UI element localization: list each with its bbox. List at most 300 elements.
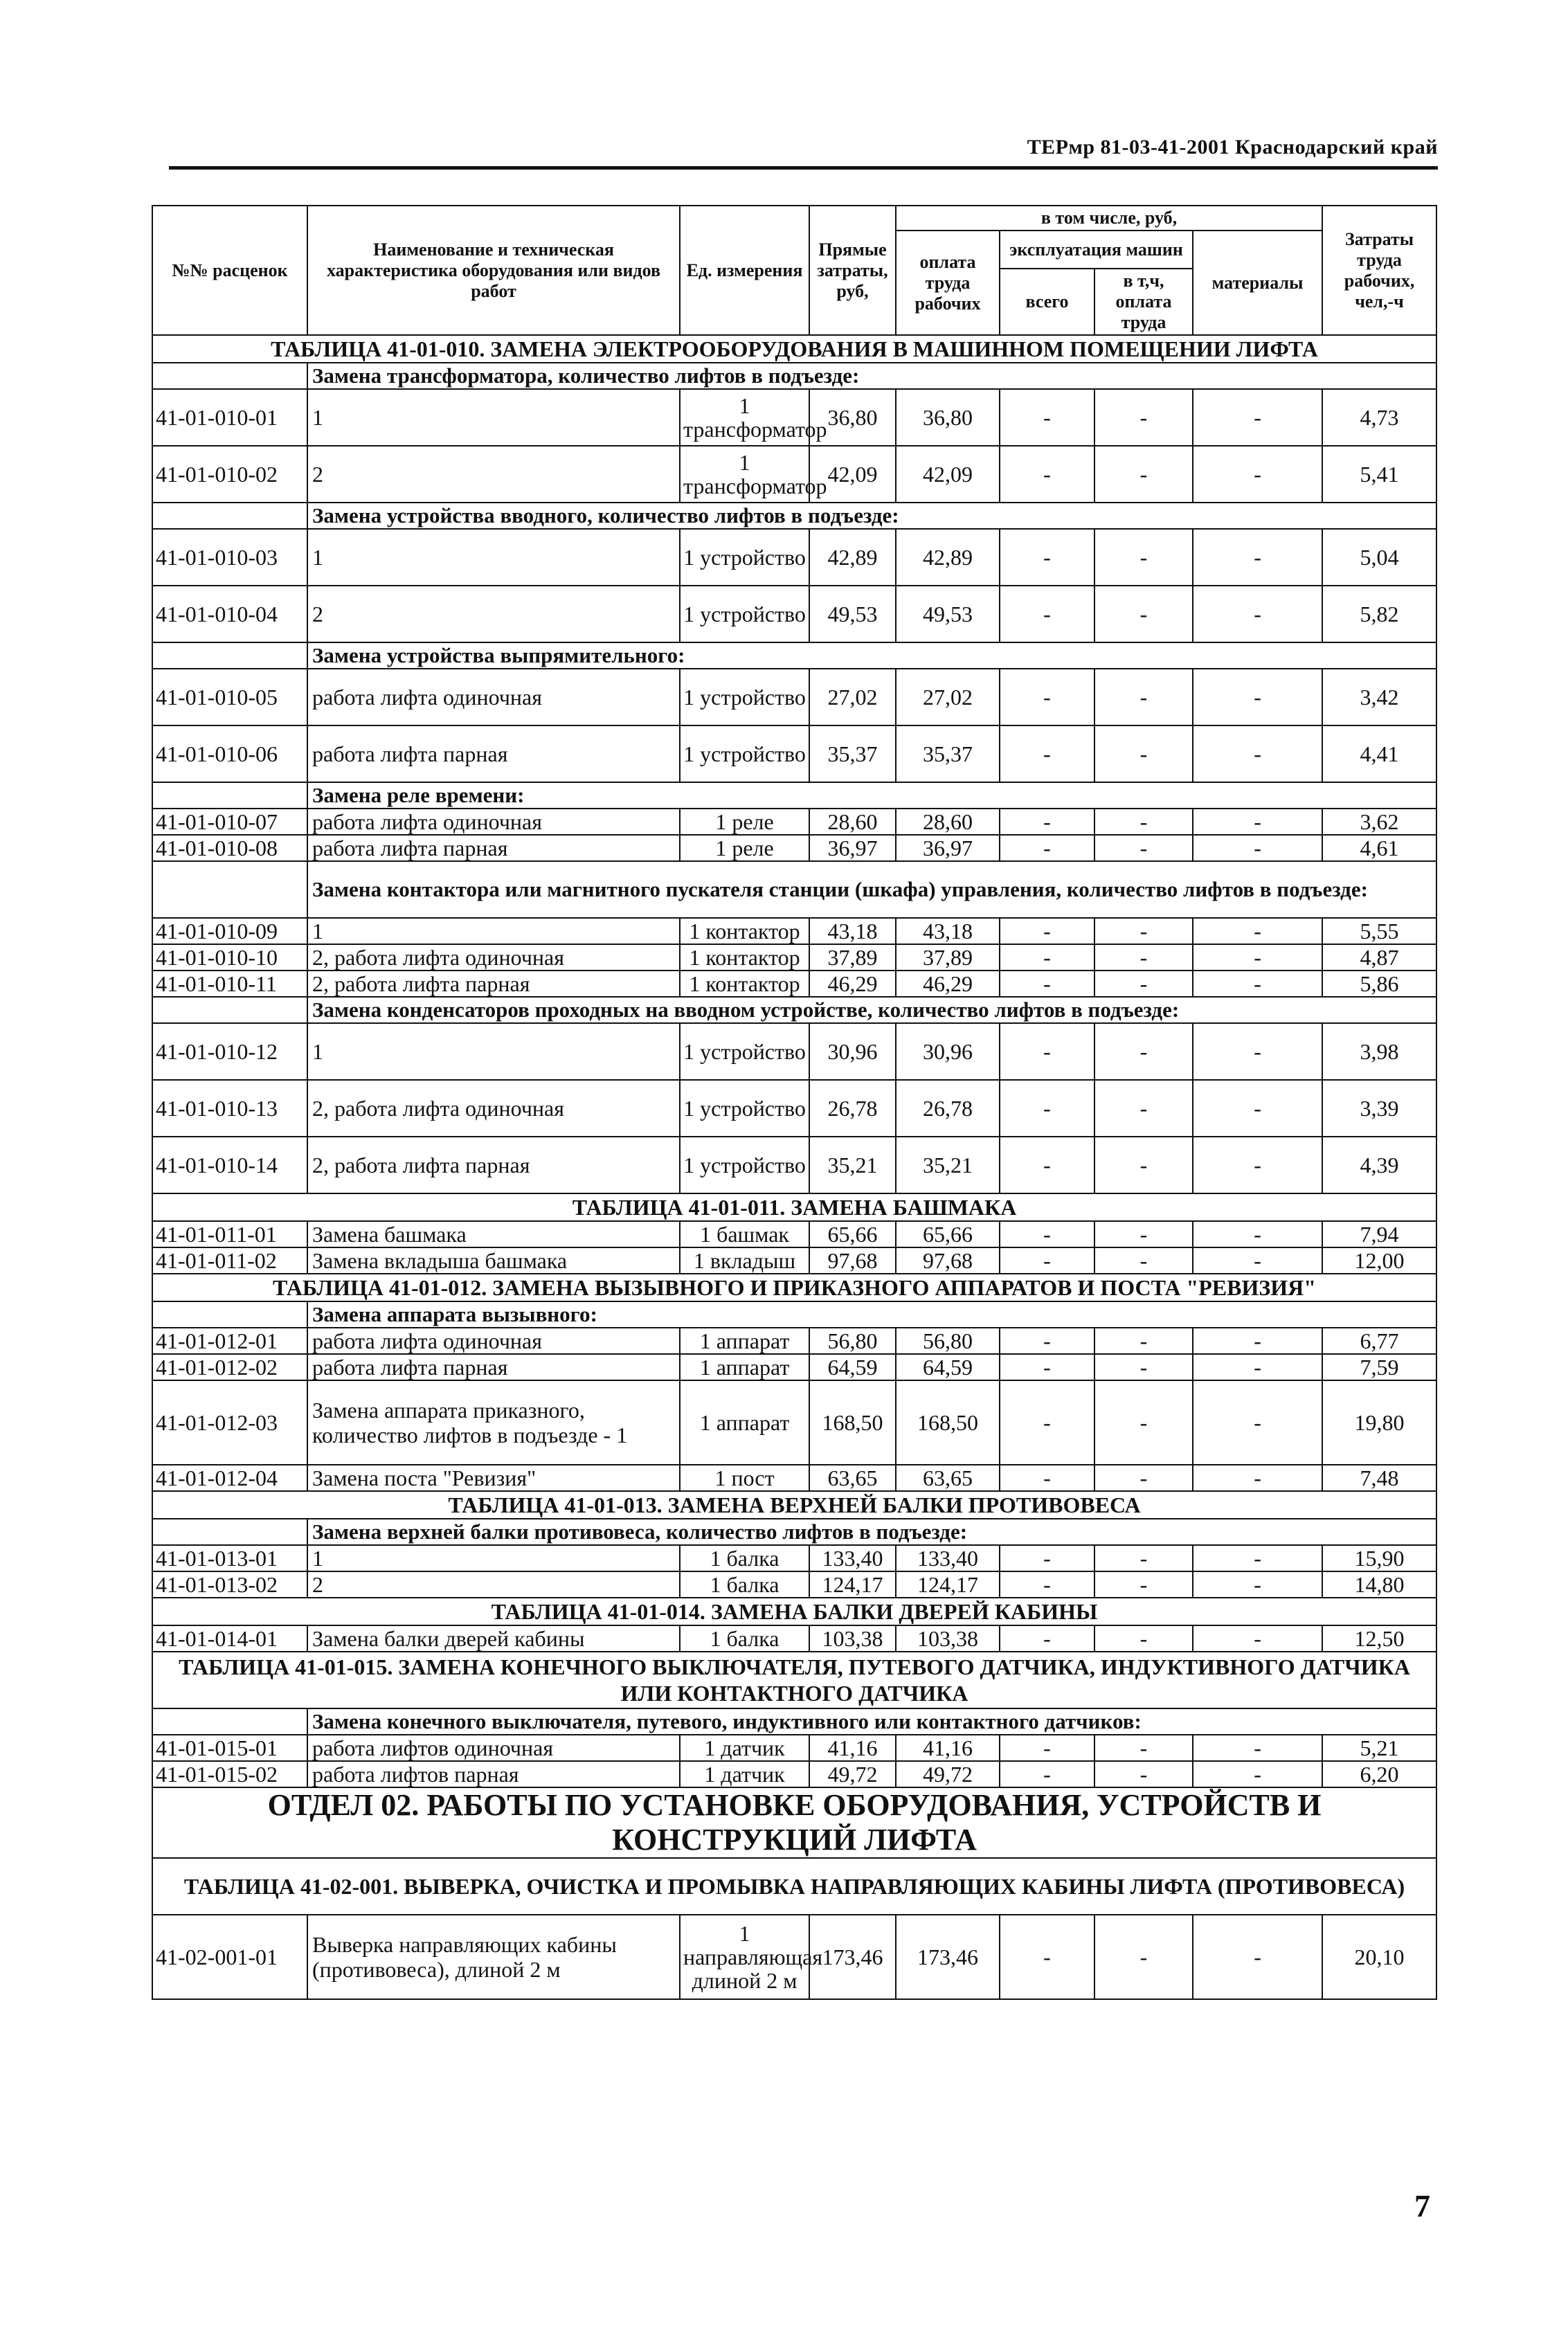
group-code-cell: [152, 1708, 307, 1735]
machines-wages: -: [1094, 1080, 1193, 1137]
labor-cost: 15,90: [1322, 1545, 1436, 1571]
table-row: [152, 669, 1436, 725]
machines-total: -: [1000, 725, 1094, 782]
table-row: [152, 1761, 1436, 1787]
direct-cost: 65,66: [809, 1221, 896, 1247]
unit-of-measure: 1 башмак: [680, 1221, 809, 1247]
wages-cost: 49,72: [896, 1761, 1000, 1787]
machines-total: -: [1000, 1023, 1094, 1080]
direct-cost: 35,21: [809, 1137, 896, 1193]
work-name: работа лифта парная: [307, 1354, 680, 1380]
materials-cost: -: [1193, 1380, 1322, 1465]
labor-cost: 3,42: [1322, 669, 1436, 725]
group-heading: Замена аппарата вызывного:: [307, 1301, 1436, 1328]
work-name: 2: [307, 586, 680, 642]
unit-of-measure: 1 аппарат: [680, 1354, 809, 1380]
work-name: Выверка направляющих кабины (противовеса), длиной 2 м: [307, 1915, 680, 1999]
direct-cost: 133,40: [809, 1545, 896, 1571]
machines-wages: -: [1094, 1137, 1193, 1193]
direct-cost: 28,60: [809, 809, 896, 835]
machines-wages: -: [1094, 835, 1193, 861]
work-name: Замена вкладыша башмака: [307, 1247, 680, 1274]
machines-wages: -: [1094, 1545, 1193, 1571]
direct-cost: 37,89: [809, 944, 896, 971]
materials-cost: -: [1193, 1571, 1322, 1598]
rate-code: 41-01-015-01: [152, 1735, 307, 1761]
wages-cost: 28,60: [896, 809, 1000, 835]
group-heading-row: [152, 861, 1436, 918]
group-code-cell: [152, 861, 307, 918]
machines-wages: -: [1094, 1915, 1193, 1999]
direct-cost: 103,38: [809, 1625, 896, 1652]
labor-cost: 19,80: [1322, 1380, 1436, 1465]
machines-total: -: [1000, 1328, 1094, 1354]
group-code-cell: [152, 997, 307, 1023]
work-name: 1: [307, 1545, 680, 1571]
wages-cost: 49,53: [896, 586, 1000, 642]
work-name: 1: [307, 529, 680, 586]
work-name: 1: [307, 389, 680, 446]
table-caption-row: [152, 1598, 1436, 1625]
col-machines-header: эксплуатация машин: [1000, 231, 1193, 269]
table-caption: ТАБЛИЦА 41-01-013. ЗАМЕНА ВЕРХНЕЙ БАЛКИ ПРОТИВОВЕСА: [152, 1491, 1436, 1519]
materials-cost: -: [1193, 529, 1322, 586]
unit-of-measure: 1 реле: [680, 809, 809, 835]
labor-cost: 3,62: [1322, 809, 1436, 835]
work-name: Замена башмака: [307, 1221, 680, 1247]
materials-cost: -: [1193, 809, 1322, 835]
group-heading-row: [152, 997, 1436, 1023]
col-machines-total-header: всего: [1000, 269, 1094, 335]
unit-of-measure: 1 устройство: [680, 1080, 809, 1137]
work-name: 2: [307, 446, 680, 503]
group-heading: Замена трансформатора, количество лифтов в подъезде:: [307, 363, 1436, 389]
machines-wages: -: [1094, 971, 1193, 997]
machines-wages: -: [1094, 1328, 1193, 1354]
group-heading: Замена контактора или магнитного пускателя станции (шкафа) управления, количество лифтов в подъезде:: [307, 861, 1436, 918]
table-row: [152, 1380, 1436, 1465]
unit-of-measure: 1 датчик: [680, 1761, 809, 1787]
group-heading-row: [152, 642, 1436, 669]
unit-of-measure: 1 контактор: [680, 918, 809, 944]
rate-code: 41-01-013-02: [152, 1571, 307, 1598]
unit-of-measure: 1 устройство: [680, 586, 809, 642]
table-row: [152, 1328, 1436, 1354]
rate-code: 41-01-012-02: [152, 1354, 307, 1380]
materials-cost: -: [1193, 1545, 1322, 1571]
machines-total: -: [1000, 1735, 1094, 1761]
col-name-header: Наименование и техническая характеристика оборудования или видов работ: [307, 206, 680, 335]
group-heading-row: [152, 363, 1436, 389]
materials-cost: -: [1193, 1354, 1322, 1380]
rate-code: 41-01-013-01: [152, 1545, 307, 1571]
machines-total: -: [1000, 1080, 1094, 1137]
wages-cost: 37,89: [896, 944, 1000, 971]
rate-code: 41-01-011-02: [152, 1247, 307, 1274]
table-row: [152, 1571, 1436, 1598]
machines-total: -: [1000, 446, 1094, 503]
machines-wages: -: [1094, 1465, 1193, 1491]
direct-cost: 63,65: [809, 1465, 896, 1491]
unit-of-measure: 1 устройство: [680, 669, 809, 725]
machines-wages: -: [1094, 529, 1193, 586]
rate-code: 41-01-010-03: [152, 529, 307, 586]
wages-cost: 30,96: [896, 1023, 1000, 1080]
materials-cost: -: [1193, 586, 1322, 642]
materials-cost: -: [1193, 1761, 1322, 1787]
rate-code: 41-01-010-01: [152, 389, 307, 446]
table-row: [152, 809, 1436, 835]
wages-cost: 42,09: [896, 446, 1000, 503]
wages-cost: 35,21: [896, 1137, 1000, 1193]
machines-wages: -: [1094, 389, 1193, 446]
direct-cost: 36,80: [809, 389, 896, 446]
materials-cost: -: [1193, 1465, 1322, 1491]
group-heading: Замена верхней балки противовеса, количество лифтов в подъезде:: [307, 1519, 1436, 1545]
rate-code: 41-01-010-13: [152, 1080, 307, 1137]
direct-cost: 56,80: [809, 1328, 896, 1354]
page-number: 7: [1414, 2188, 1430, 2223]
table-row: [152, 446, 1436, 503]
table-row: [152, 944, 1436, 971]
rate-code: 41-01-015-02: [152, 1761, 307, 1787]
table-row: [152, 1625, 1436, 1652]
wages-cost: 173,46: [896, 1915, 1000, 1999]
machines-total: -: [1000, 809, 1094, 835]
unit-of-measure: 1 устройство: [680, 1137, 809, 1193]
labor-cost: 5,86: [1322, 971, 1436, 997]
materials-cost: -: [1193, 1137, 1322, 1193]
work-name: работа лифта одиночная: [307, 809, 680, 835]
machines-total: -: [1000, 1221, 1094, 1247]
work-name: 2, работа лифта парная: [307, 971, 680, 997]
table-caption: ТАБЛИЦА 41-02-001. ВЫВЕРКА, ОЧИСТКА И ПРОМЫВКА НАПРАВЛЯЮЩИХ КАБИНЫ ЛИФТА (ПРОТИВОВЕСА): [152, 1858, 1436, 1915]
wages-cost: 43,18: [896, 918, 1000, 944]
labor-cost: 3,98: [1322, 1023, 1436, 1080]
unit-of-measure: 1 контактор: [680, 971, 809, 997]
group-code-cell: [152, 1301, 307, 1328]
wages-cost: 42,89: [896, 529, 1000, 586]
labor-cost: 12,50: [1322, 1625, 1436, 1652]
table-caption: ТАБЛИЦА 41-01-011. ЗАМЕНА БАШМАКА: [152, 1193, 1436, 1221]
wages-cost: 168,50: [896, 1380, 1000, 1465]
unit-of-measure: 1 реле: [680, 835, 809, 861]
table-row: [152, 586, 1436, 642]
rate-code: 41-01-010-04: [152, 586, 307, 642]
wages-cost: 36,97: [896, 835, 1000, 861]
table-row: [152, 1915, 1436, 1999]
direct-cost: 124,17: [809, 1571, 896, 1598]
table-row: [152, 1545, 1436, 1571]
table-caption-row: [152, 1274, 1436, 1301]
machines-total: -: [1000, 669, 1094, 725]
group-heading: Замена устройства выпрямительного:: [307, 642, 1436, 669]
unit-of-measure: 1 балка: [680, 1571, 809, 1598]
rate-code: 41-01-012-01: [152, 1328, 307, 1354]
wages-cost: 63,65: [896, 1465, 1000, 1491]
group-heading-row: [152, 503, 1436, 529]
group-code-cell: [152, 1519, 307, 1545]
wages-cost: 65,66: [896, 1221, 1000, 1247]
col-wages-header: оплата труда рабочих: [896, 231, 1000, 335]
labor-cost: 6,20: [1322, 1761, 1436, 1787]
group-heading: Замена конденсаторов проходных на вводном устройстве, количество лифтов в подъезде:: [307, 997, 1436, 1023]
rate-code: 41-02-001-01: [152, 1915, 307, 1999]
labor-cost: 5,55: [1322, 918, 1436, 944]
table-row: [152, 1465, 1436, 1491]
machines-total: -: [1000, 1571, 1094, 1598]
table-caption-row: [152, 335, 1436, 363]
wages-cost: 46,29: [896, 971, 1000, 997]
labor-cost: 5,04: [1322, 529, 1436, 586]
work-name: 1: [307, 1023, 680, 1080]
rate-code: 41-01-010-06: [152, 725, 307, 782]
work-name: 2: [307, 1571, 680, 1598]
table-caption: ТАБЛИЦА 41-01-014. ЗАМЕНА БАЛКИ ДВЕРЕЙ КАБИНЫ: [152, 1598, 1436, 1625]
wages-cost: 36,80: [896, 389, 1000, 446]
machines-wages: -: [1094, 1735, 1193, 1761]
rates-table: [152, 205, 1437, 2000]
materials-cost: -: [1193, 1328, 1322, 1354]
machines-wages: -: [1094, 586, 1193, 642]
machines-total: -: [1000, 1915, 1094, 1999]
wages-cost: 27,02: [896, 669, 1000, 725]
materials-cost: -: [1193, 1080, 1322, 1137]
group-code-cell: [152, 503, 307, 529]
materials-cost: -: [1193, 1915, 1322, 1999]
rate-code: 41-01-010-02: [152, 446, 307, 503]
direct-cost: 97,68: [809, 1247, 896, 1274]
rate-code: 41-01-014-01: [152, 1625, 307, 1652]
labor-cost: 4,39: [1322, 1137, 1436, 1193]
rate-code: 41-01-010-05: [152, 669, 307, 725]
machines-wages: -: [1094, 725, 1193, 782]
rate-code: 41-01-012-03: [152, 1380, 307, 1465]
unit-of-measure: 1 пост: [680, 1465, 809, 1491]
labor-cost: 4,87: [1322, 944, 1436, 971]
labor-cost: 4,61: [1322, 835, 1436, 861]
group-code-cell: [152, 782, 307, 809]
table-row: [152, 1247, 1436, 1274]
direct-cost: 27,02: [809, 669, 896, 725]
machines-total: -: [1000, 944, 1094, 971]
machines-wages: -: [1094, 1354, 1193, 1380]
table-row: [152, 835, 1436, 861]
table-row: [152, 971, 1436, 997]
unit-of-measure: 1 устройство: [680, 725, 809, 782]
group-heading-row: [152, 782, 1436, 809]
table-row: [152, 1735, 1436, 1761]
group-code-cell: [152, 642, 307, 669]
materials-cost: -: [1193, 1221, 1322, 1247]
direct-cost: 49,72: [809, 1761, 896, 1787]
unit-of-measure: 1 направляющая длиной 2 м: [680, 1915, 809, 1999]
machines-wages: -: [1094, 1023, 1193, 1080]
machines-wages: -: [1094, 918, 1193, 944]
section-heading: ОТДЕЛ 02. РАБОТЫ ПО УСТАНОВКЕ ОБОРУДОВАНИЯ, УСТРОЙСТВ И КОНСТРУКЦИЙ ЛИФТА: [152, 1787, 1436, 1858]
table-caption-row: [152, 1858, 1436, 1915]
group-heading: Замена реле времени:: [307, 782, 1436, 809]
direct-cost: 26,78: [809, 1080, 896, 1137]
unit-of-measure: 1 трансформатор: [680, 446, 809, 503]
rate-code: 41-01-012-04: [152, 1465, 307, 1491]
work-name: работа лифтов парная: [307, 1761, 680, 1787]
machines-total: -: [1000, 586, 1094, 642]
materials-cost: -: [1193, 918, 1322, 944]
labor-cost: 4,73: [1322, 389, 1436, 446]
table-row: [152, 725, 1436, 782]
table-row: [152, 1221, 1436, 1247]
rate-code: 41-01-010-14: [152, 1137, 307, 1193]
work-name: 1: [307, 918, 680, 944]
group-code-cell: [152, 363, 307, 389]
table-caption-row: [152, 1491, 1436, 1519]
unit-of-measure: 1 устройство: [680, 529, 809, 586]
table-row: [152, 1137, 1436, 1193]
materials-cost: -: [1193, 1735, 1322, 1761]
work-name: Замена балки дверей кабины: [307, 1625, 680, 1652]
machines-wages: -: [1094, 1571, 1193, 1598]
header-rule: [169, 166, 1438, 170]
unit-of-measure: 1 аппарат: [680, 1328, 809, 1354]
work-name: работа лифта парная: [307, 725, 680, 782]
table-body: [152, 335, 1436, 1999]
machines-total: -: [1000, 1465, 1094, 1491]
machines-total: -: [1000, 835, 1094, 861]
work-name: работа лифта одиночная: [307, 1328, 680, 1354]
table-caption-row: [152, 1193, 1436, 1221]
unit-of-measure: 1 аппарат: [680, 1380, 809, 1465]
table-row: [152, 918, 1436, 944]
col-code-header: №№ расценок: [152, 206, 307, 335]
machines-total: -: [1000, 1625, 1094, 1652]
wages-cost: 26,78: [896, 1080, 1000, 1137]
materials-cost: -: [1193, 835, 1322, 861]
unit-of-measure: 1 балка: [680, 1545, 809, 1571]
labor-cost: 20,10: [1322, 1915, 1436, 1999]
machines-total: -: [1000, 918, 1094, 944]
table-header: [152, 206, 1436, 335]
unit-of-measure: 1 контактор: [680, 944, 809, 971]
table-row: [152, 1080, 1436, 1137]
machines-total: -: [1000, 1545, 1094, 1571]
labor-cost: 5,82: [1322, 586, 1436, 642]
materials-cost: -: [1193, 725, 1322, 782]
direct-cost: 35,37: [809, 725, 896, 782]
rate-code: 41-01-010-07: [152, 809, 307, 835]
col-direct-header: Прямые затраты, руб,: [809, 206, 896, 335]
rate-code: 41-01-010-08: [152, 835, 307, 861]
labor-cost: 6,77: [1322, 1328, 1436, 1354]
unit-of-measure: 1 трансформатор: [680, 389, 809, 446]
direct-cost: 41,16: [809, 1735, 896, 1761]
direct-cost: 64,59: [809, 1354, 896, 1380]
wages-cost: 103,38: [896, 1625, 1000, 1652]
rate-code: 41-01-011-01: [152, 1221, 307, 1247]
direct-cost: 168,50: [809, 1380, 896, 1465]
machines-total: -: [1000, 529, 1094, 586]
col-incl-header: в том числе, руб,: [896, 206, 1322, 231]
materials-cost: -: [1193, 971, 1322, 997]
running-title: ТЕРмр 81-03-41-2001 Краснодарский край: [1027, 136, 1438, 159]
work-name: 2, работа лифта парная: [307, 1137, 680, 1193]
materials-cost: -: [1193, 446, 1322, 503]
rate-code: 41-01-010-10: [152, 944, 307, 971]
materials-cost: -: [1193, 944, 1322, 971]
direct-cost: 42,89: [809, 529, 896, 586]
machines-total: -: [1000, 389, 1094, 446]
unit-of-measure: 1 вкладыш: [680, 1247, 809, 1274]
work-name: 2, работа лифта одиночная: [307, 1080, 680, 1137]
labor-cost: 7,59: [1322, 1354, 1436, 1380]
machines-wages: -: [1094, 809, 1193, 835]
group-heading-row: [152, 1301, 1436, 1328]
section-heading-row: [152, 1787, 1436, 1858]
wages-cost: 124,17: [896, 1571, 1000, 1598]
work-name: работа лифта одиночная: [307, 669, 680, 725]
table-row: [152, 1023, 1436, 1080]
materials-cost: -: [1193, 669, 1322, 725]
machines-total: -: [1000, 971, 1094, 997]
table-caption: ТАБЛИЦА 41-01-015. ЗАМЕНА КОНЕЧНОГО ВЫКЛЮЧАТЕЛЯ, ПУТЕВОГО ДАТЧИКА, ИНДУКТИВНОГО ДАТЧИКА ИЛИ КОНТАКТНОГО ДАТЧИКА: [152, 1652, 1436, 1708]
col-materials-header: материалы: [1193, 231, 1322, 335]
direct-cost: 173,46: [809, 1915, 896, 1999]
rate-code: 41-01-010-12: [152, 1023, 307, 1080]
direct-cost: 46,29: [809, 971, 896, 997]
labor-cost: 12,00: [1322, 1247, 1436, 1274]
direct-cost: 36,97: [809, 835, 896, 861]
rate-code: 41-01-010-11: [152, 971, 307, 997]
table-caption-row: [152, 1652, 1436, 1708]
col-machines-wages-header: в т,ч, оплата труда: [1094, 269, 1193, 335]
direct-cost: 49,53: [809, 586, 896, 642]
materials-cost: -: [1193, 1247, 1322, 1274]
wages-cost: 35,37: [896, 725, 1000, 782]
work-name: Замена поста "Ревизия": [307, 1465, 680, 1491]
wages-cost: 56,80: [896, 1328, 1000, 1354]
wages-cost: 64,59: [896, 1354, 1000, 1380]
machines-wages: -: [1094, 669, 1193, 725]
machines-total: -: [1000, 1247, 1094, 1274]
wages-cost: 133,40: [896, 1545, 1000, 1571]
col-labor-header: Затраты труда рабочих, чел,-ч: [1322, 206, 1436, 335]
labor-cost: 7,48: [1322, 1465, 1436, 1491]
table-caption: ТАБЛИЦА 41-01-010. ЗАМЕНА ЭЛЕКТРООБОРУДОВАНИЯ В МАШИННОМ ПОМЕЩЕНИИ ЛИФТА: [152, 335, 1436, 363]
group-heading-row: [152, 1708, 1436, 1735]
machines-total: -: [1000, 1761, 1094, 1787]
table-row: [152, 1354, 1436, 1380]
group-heading: Замена конечного выключателя, путевого, индуктивного или контактного датчиков:: [307, 1708, 1436, 1735]
labor-cost: 14,80: [1322, 1571, 1436, 1598]
labor-cost: 5,41: [1322, 446, 1436, 503]
work-name: Замена аппарата приказного, количество лифтов в подъезде - 1: [307, 1380, 680, 1465]
table-caption: ТАБЛИЦА 41-01-012. ЗАМЕНА ВЫЗЫВНОГО И ПРИКАЗНОГО АППАРАТОВ И ПОСТА "РЕВИЗИЯ": [152, 1274, 1436, 1301]
machines-wages: -: [1094, 944, 1193, 971]
work-name: 2, работа лифта одиночная: [307, 944, 680, 971]
materials-cost: -: [1193, 1625, 1322, 1652]
machines-wages: -: [1094, 1761, 1193, 1787]
table-row: [152, 389, 1436, 446]
work-name: работа лифтов одиночная: [307, 1735, 680, 1761]
machines-wages: -: [1094, 1221, 1193, 1247]
direct-cost: 42,09: [809, 446, 896, 503]
col-unit-header: Ед. измерения: [680, 206, 809, 335]
table-row: [152, 529, 1436, 586]
wages-cost: 41,16: [896, 1735, 1000, 1761]
machines-total: -: [1000, 1354, 1094, 1380]
materials-cost: -: [1193, 389, 1322, 446]
unit-of-measure: 1 устройство: [680, 1023, 809, 1080]
